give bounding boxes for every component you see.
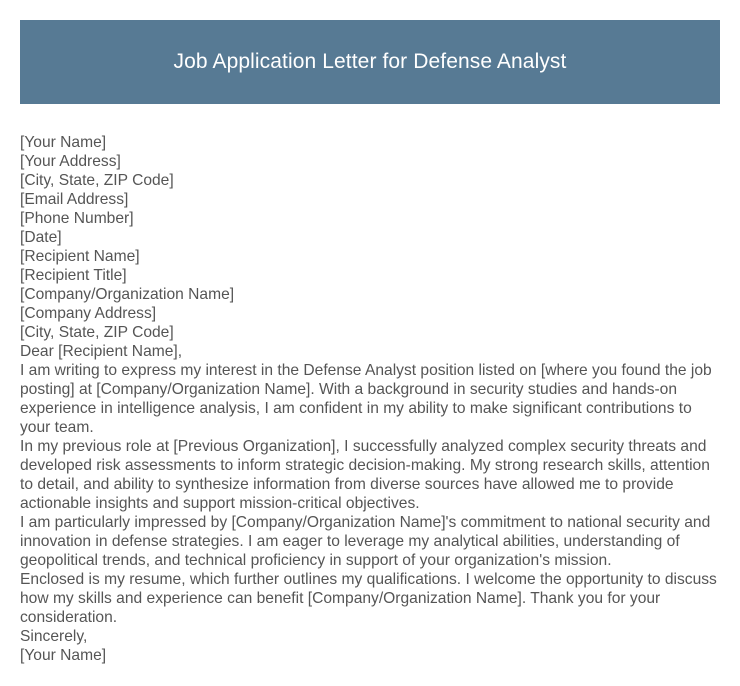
sender-phone: [Phone Number] — [20, 210, 134, 227]
recipient-name: [Recipient Name] — [20, 248, 140, 265]
signature: [Your Name] — [20, 647, 107, 664]
recipient-company: [Company/Organization Name] — [20, 286, 235, 303]
recipient-city-state-zip: [City, State, ZIP Code] — [20, 324, 174, 341]
page-title: Job Application Letter for Defense Analyst — [173, 50, 567, 73]
salutation: Dear [Recipient Name], — [20, 343, 183, 360]
sender-address: [Your Address] — [20, 153, 121, 170]
sender-email: [Email Address] — [20, 191, 129, 208]
recipient-title: [Recipient Title] — [20, 267, 127, 284]
recipient-company-address: [Company Address] — [20, 305, 157, 322]
letter-body — [20, 133, 720, 665]
paragraph-closing: Enclosed is my resume, which further outlines my qualifications. I welcome the opportunity to discuss how my skills and experience can benefit [Company/Organization Name]. Thank you for your consideration. — [20, 571, 717, 626]
sender-name: [Your Name] — [20, 134, 107, 151]
closing: Sincerely, — [20, 628, 88, 645]
paragraph-experience: In my previous role at [Previous Organization], I successfully analyzed complex security threats and developed risk assessments to inform strategic decision-making. My strong research skills, attention to detail, and ability to synthesize information from diverse sources have allowed me to provide actionable insights and support mission-critical objectives. — [20, 438, 710, 512]
paragraph-motivation: I am particularly impressed by [Company/Organization Name]'s commitment to national security and innovation in defense strategies. I am eager to leverage my analytical abilities, understanding of geopolitical trends, and technical proficiency in support of your organization's mission. — [20, 514, 711, 569]
letter-date: [Date] — [20, 229, 62, 246]
page-header — [20, 20, 720, 104]
sender-city-state-zip: [City, State, ZIP Code] — [20, 172, 174, 189]
paragraph-intro: I am writing to express my interest in the Defense Analyst position listed on [where you found the job posting] at [Company/Organization Name]. With a background in security studies and hands-on experience in intelligence analysis, I am confident in my ability to make significant contributions to your team. — [20, 362, 712, 436]
